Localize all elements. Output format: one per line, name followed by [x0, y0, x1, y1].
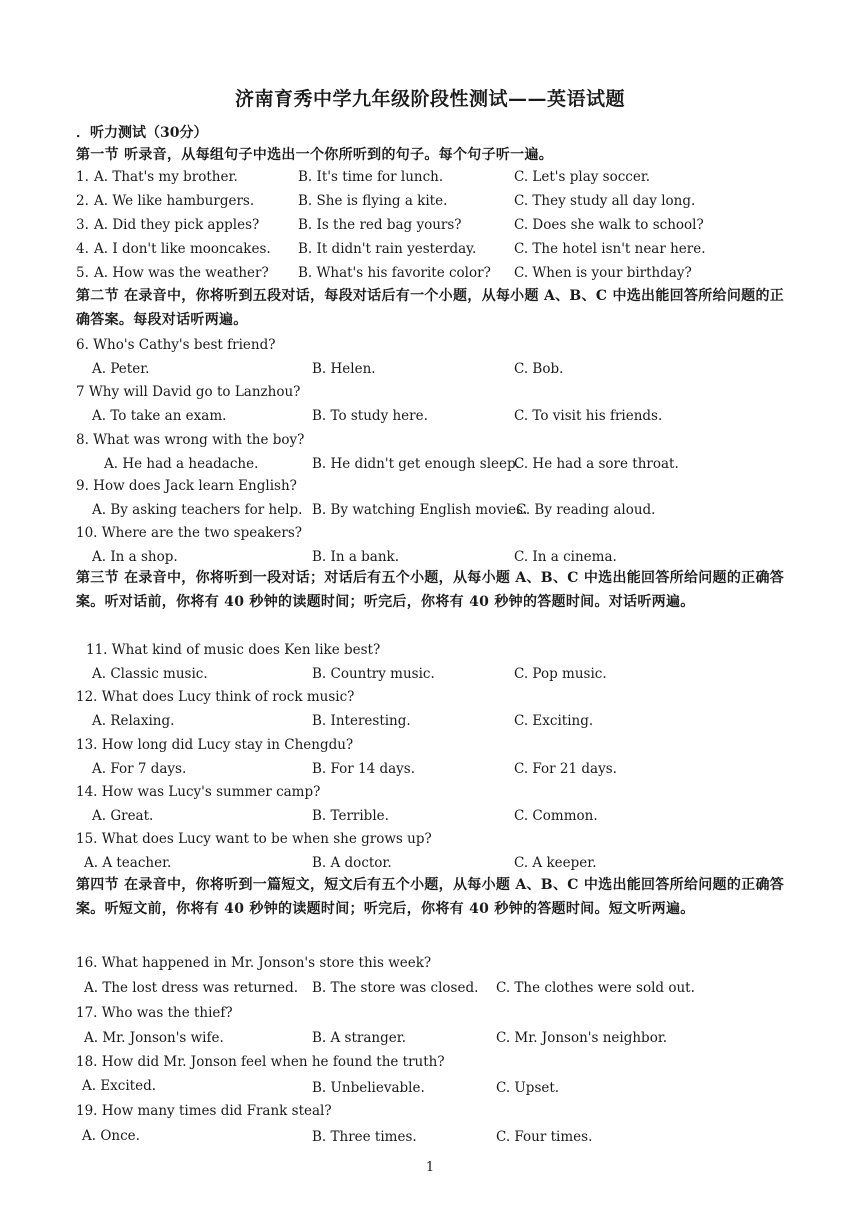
option-c: C. When is your birthday? [514, 265, 692, 281]
option-a: A. Did they pick apples? [94, 217, 260, 233]
question-text: 10. Where are the two speakers? [76, 525, 303, 541]
question-text: 18. How did Mr. Jonson feel when he found the truth? [76, 1054, 445, 1070]
option-b: B. It didn't rain yesterday. [298, 241, 477, 257]
option-c: C. A keeper. [514, 855, 597, 871]
option-a: A. Mr. Jonson's wife. [84, 1030, 224, 1046]
option-a: A. Classic music. [92, 666, 208, 682]
question-text: 9. How does Jack learn English? [76, 478, 297, 494]
option-c: C. He had a sore throat. [514, 456, 679, 472]
question-number: 3. [76, 217, 89, 233]
question-text: 8. What was wrong with the boy? [76, 432, 305, 448]
option-a: A. Peter. [92, 361, 150, 377]
option-c: C. They study all day long. [514, 193, 696, 209]
option-b: B. Helen. [312, 361, 376, 377]
option-c: C. In a cinema. [514, 549, 617, 565]
question-text: 6. Who's Cathy's best friend? [76, 337, 276, 353]
option-b: B. To study here. [312, 408, 428, 424]
option-b: B. Three times. [312, 1129, 417, 1145]
option-a: A. A teacher. [84, 855, 172, 871]
option-b: B. It's time for lunch. [298, 169, 444, 185]
question-text: 7 Why will David go to Lanzhou? [76, 384, 301, 400]
question-text: 17. Who was the thief? [76, 1005, 233, 1021]
option-b: B. In a bank. [312, 549, 400, 565]
section4-instruction: 第四节 在录音中，你将听到一篇短文，短文后有五个小题，从每小题 A、B、C 中选出能回答所给问题的正确答案。听短文前，你将有 40 秒钟的读题时间；听完后，你将有 40 秒钟的答题时间。短文听两遍。 [76, 877, 785, 917]
option-b: B. Terrible. [312, 808, 389, 824]
option-a: A. Great. [92, 808, 154, 824]
option-c: C. The hotel isn't near here. [514, 241, 706, 257]
option-c: C. Mr. Jonson's neighbor. [496, 1030, 668, 1046]
option-c: C. Exciting. [514, 713, 594, 729]
question-number: 2. [76, 193, 89, 209]
option-c: C. Upset. [496, 1080, 560, 1096]
option-c: C. Four times. [496, 1129, 593, 1145]
option-c: C. By reading aloud. [516, 502, 656, 518]
option-b: B. Interesting. [312, 713, 411, 729]
option-b: B. For 14 days. [312, 761, 416, 777]
option-c: C. Does she walk to school? [514, 217, 704, 233]
option-a: A. In a shop. [92, 549, 178, 565]
section1-instruction: 第一节 听录音，从每组句子中选出一个你所听到的句子。每个句子听一遍。 [76, 147, 554, 163]
question-text: 15. What does Lucy want to be when she grows up? [76, 831, 432, 847]
question-text: 16. What happened in Mr. Jonson's store this week? [76, 955, 432, 971]
section3-instruction: 第三节 在录音中，你将听到一段对话；对话后有五个小题，从每小题 A、B、C 中选出能回答所给问题的正确答案。听对话前，你将有 40 秒钟的读题时间；听完后，你将有 40 秒钟的答题时间。对话听两遍。 [76, 570, 785, 610]
option-b: B. Country music. [312, 666, 435, 682]
option-b: B. A stranger. [312, 1030, 406, 1046]
option-a: A. By asking teachers for help. [92, 502, 303, 518]
option-a: A. We like hamburgers. [94, 193, 255, 209]
option-a: A. Once. [82, 1128, 140, 1144]
question-text: 19. How many times did Frank steal? [76, 1103, 332, 1119]
option-a: A. To take an exam. [92, 408, 227, 424]
question-number: 5. [76, 265, 89, 281]
part-heading: ．听力测试（30分） [76, 125, 208, 141]
question-text: 11. What kind of music does Ken like best? [86, 642, 381, 658]
option-b: B. He didn't get enough sleep. [312, 456, 520, 472]
option-a: A. The lost dress was returned. [84, 980, 299, 996]
option-a: A. I don't like mooncakes. [94, 241, 271, 257]
option-b: B. She is flying a kite. [298, 193, 448, 209]
option-b: B. What's his favorite color? [298, 265, 491, 281]
option-c: C. Bob. [514, 361, 564, 377]
option-c: C. Common. [514, 808, 598, 824]
option-c: C. Let's play soccer. [514, 169, 651, 185]
option-a: A. For 7 days. [92, 761, 187, 777]
question-text: 12. What does Lucy think of rock music? [76, 689, 355, 705]
option-a: A. Relaxing. [92, 713, 175, 729]
page-number: 1 [425, 1160, 435, 1175]
option-c: C. For 21 days. [514, 761, 617, 777]
option-a: A. He had a headache. [104, 456, 259, 472]
question-number: 4. [76, 241, 89, 257]
option-a: A. How was the weather? [94, 265, 269, 281]
option-b: B. Is the red bag yours? [298, 217, 462, 233]
page-title: 济南育秀中学九年级阶段性测试——英语试题 [234, 88, 625, 110]
option-a: A. That's my brother. [94, 169, 238, 185]
option-a: A. Excited. [82, 1078, 157, 1094]
option-c: C. To visit his friends. [514, 408, 663, 424]
option-b: B. A doctor. [312, 855, 392, 871]
option-c: C. Pop music. [514, 666, 607, 682]
option-b: B. Unbelievable. [312, 1080, 425, 1096]
question-text: 14. How was Lucy's summer camp? [76, 784, 321, 800]
question-number: 1. [76, 169, 89, 185]
option-b: B. The store was closed. [312, 980, 479, 996]
section2-instruction: 第二节 在录音中，你将听到五段对话，每段对话后有一个小题，从每小题 A、B、C 中选出能回答所给问题的正确答案。每段对话听两遍。 [76, 288, 785, 328]
option-c: C. The clothes were sold out. [496, 980, 695, 996]
option-b: B. By watching English movies. [312, 502, 528, 518]
question-text: 13. How long did Lucy stay in Chengdu? [76, 737, 354, 753]
